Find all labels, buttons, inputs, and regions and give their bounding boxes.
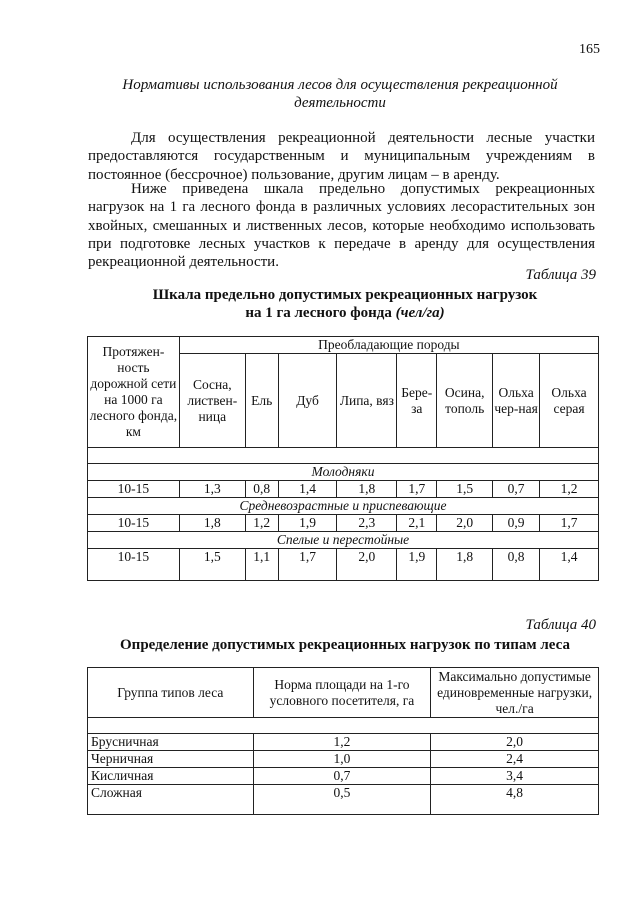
table39-spacer-row — [88, 448, 599, 464]
table39-title-unit: (чел/га) — [395, 305, 445, 321]
table39 — [87, 336, 599, 581]
table39-group-header: Преобладающие породы — [179, 337, 598, 354]
table40-header: Норма площади на 1-го условного посетителя, га — [253, 668, 431, 718]
table39-cell: 1,9 — [397, 549, 437, 581]
table39-title-line2 — [60, 304, 630, 322]
table39-species-header: Сосна, листвен-ница — [179, 354, 245, 448]
table39-section-label: Молодняки — [88, 464, 599, 481]
table39-cell: 0,8 — [493, 549, 540, 581]
table40-cell: Сложная — [88, 785, 254, 815]
table40-cell: 3,4 — [431, 768, 599, 785]
table39-cell: 1,2 — [540, 481, 599, 498]
table40-header: Максимально допустимые единовременные нагрузки, чел./га — [431, 668, 599, 718]
table40-cell: Брусничная — [88, 734, 254, 751]
table39-cell: 1,4 — [540, 549, 599, 581]
table40-cell: 1,2 — [253, 734, 431, 751]
table40-cell: 2,0 — [431, 734, 599, 751]
table39-species-header: Липа, вяз — [337, 354, 397, 448]
table39-cell: 0,9 — [493, 515, 540, 532]
section-title — [90, 76, 590, 112]
table39-title-line1: Шкала предельно допустимых рекреационных нагрузок — [152, 287, 538, 303]
table40-cell: 2,4 — [431, 751, 599, 768]
table39-section-label: Средневозрастные и приспевающие — [88, 498, 599, 515]
section-title-line1: Нормативы использования лесов для осуществления рекреационной — [122, 77, 558, 93]
table40-header: Группа типов леса — [88, 668, 254, 718]
table39-cell: 1,7 — [397, 481, 437, 498]
table39-col-first-header: Протяжен-ность дорожной сети на 1000 га лесного фонда, км — [88, 337, 180, 448]
table39-species-header: Осина, тополь — [437, 354, 493, 448]
table39-cell: 1,4 — [278, 481, 337, 498]
table39-cell: 2,0 — [437, 515, 493, 532]
table40-cell: 4,8 — [431, 785, 599, 815]
table39-species-header: Ольха серая — [540, 354, 599, 448]
table39-cell: 1,1 — [245, 549, 278, 581]
table39-caption: Таблица 39 — [525, 267, 596, 283]
table40 — [87, 667, 599, 815]
table39-cell: 1,8 — [337, 481, 397, 498]
table39-cell: 1,2 — [245, 515, 278, 532]
table39-section-label: Спелые и перестойные — [88, 532, 599, 549]
paragraph-2: Ниже приведена шкала предельно допустимых рекреационных нагрузок на 1 га лесного фонда в различных условиях лесорастительных зон хвойных, смешанных и лиственных лесов, которые необходимо использовать при подготовке лесных участков к передаче в аренду для осуществления рекреационной деятельности. — [88, 181, 595, 271]
table39-cell: 0,8 — [245, 481, 278, 498]
table40-cell: 0,5 — [253, 785, 431, 815]
table39-cell: 10-15 — [88, 481, 180, 498]
table39-cell: 1,9 — [278, 515, 337, 532]
table39-title — [60, 286, 630, 322]
table39-cell: 2,0 — [337, 549, 397, 581]
table39-cell: 1,8 — [179, 515, 245, 532]
table40-cell: Черничная — [88, 751, 254, 768]
table39-cell: 1,5 — [179, 549, 245, 581]
table40-spacer-row — [88, 718, 599, 734]
table40-cell: 1,0 — [253, 751, 431, 768]
table39-cell: 1,5 — [437, 481, 493, 498]
table39-cell: 1,3 — [179, 481, 245, 498]
page-number: 165 — [579, 42, 600, 57]
table39-cell: 0,7 — [493, 481, 540, 498]
table40-title: Определение допустимых рекреационных нагрузок по типам леса — [120, 637, 570, 653]
table40-cell: Кисличная — [88, 768, 254, 785]
table39-species-header: Бере-за — [397, 354, 437, 448]
table39-species-header: Ель — [245, 354, 278, 448]
section-title-line2: деятельности — [294, 95, 386, 111]
table39-cell: 10-15 — [88, 549, 180, 581]
table39-cell: 2,3 — [337, 515, 397, 532]
table39-cell: 1,7 — [540, 515, 599, 532]
table40-cell: 0,7 — [253, 768, 431, 785]
paragraph-1: Для осуществления рекреационной деятельности лесные участки предоставляются государственным и муниципальным учреждениям в постоянное (бессрочное) пользование, другим лицам – в аренду. — [88, 130, 595, 183]
table39-cell: 10-15 — [88, 515, 180, 532]
table39-species-header: Дуб — [278, 354, 337, 448]
table39-species-header: Ольха чер-ная — [493, 354, 540, 448]
table39-cell: 1,7 — [278, 549, 337, 581]
table39-title-prefix: на 1 га лесного фонда — [245, 305, 396, 321]
table39-cell: 1,8 — [437, 549, 493, 581]
table40-caption: Таблица 40 — [525, 617, 596, 633]
table39-cell: 2,1 — [397, 515, 437, 532]
